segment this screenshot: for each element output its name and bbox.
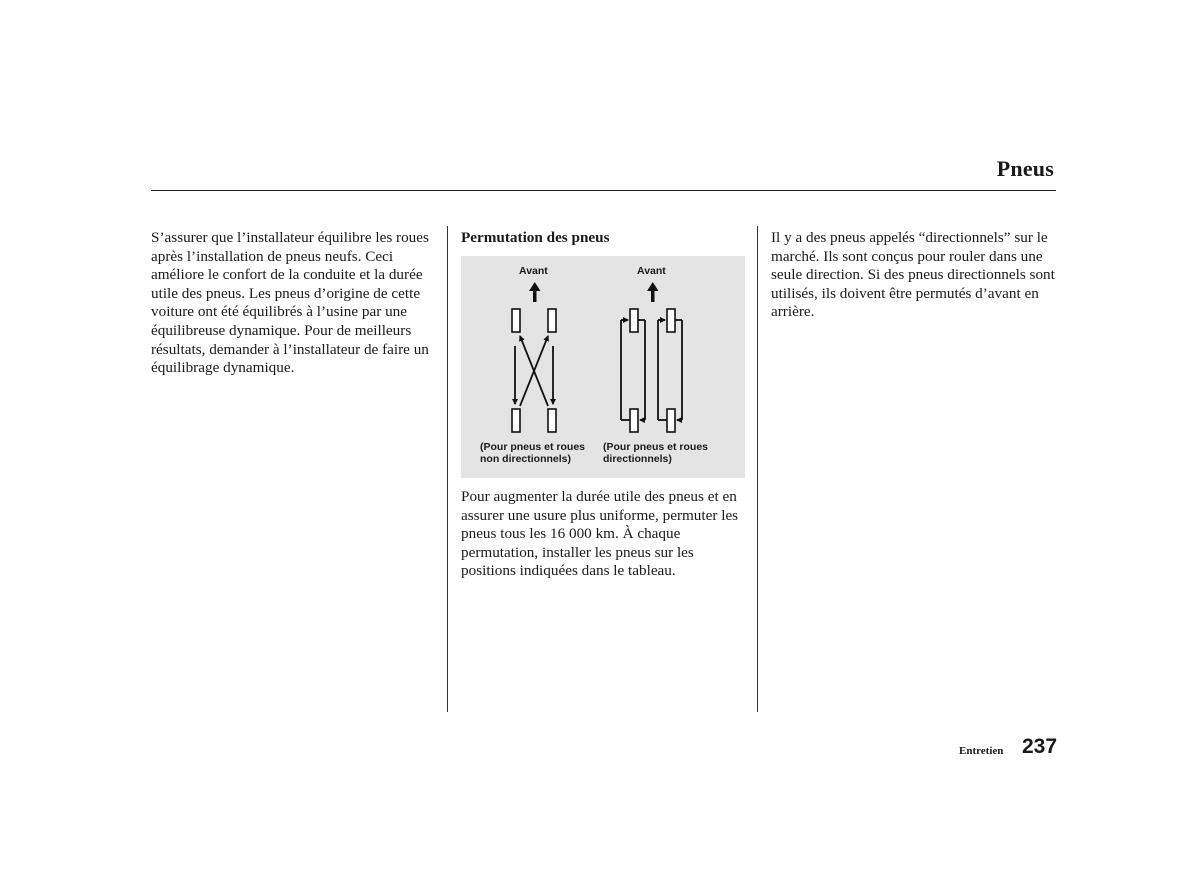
non-directional-pattern [512, 309, 556, 432]
tire-rear-left [512, 409, 520, 432]
front-label-left: Avant [519, 265, 548, 277]
front-arrow-right-icon [647, 282, 659, 302]
tire-front-right [548, 309, 556, 332]
balancing-paragraph: S’assurer que l’installateur équilibre les roues après l’installation de pneus neufs. Ceci améliore le confort de la conduite et la durée utile des pneus. Les pneus d’origine de cette voiture ont été équilibrés à l’usine par une équilibreuse dynamique. Pour de meilleurs résultats, demander à l’installateur de faire un équilibrage dynamique. [151, 229, 429, 377]
column-divider-right [757, 226, 758, 712]
header-rule [151, 190, 1056, 191]
footer-section-name: Entretien [959, 745, 1004, 757]
directional-pattern [621, 309, 682, 432]
column-divider-left [447, 226, 448, 712]
tire-front-left [512, 309, 520, 332]
section-title: Pneus [996, 156, 1054, 181]
rotation-heading: Permutation des pneus [461, 229, 610, 246]
tire-front-right-dir [667, 309, 675, 332]
tire-rear-left-dir [630, 409, 638, 432]
page-number: 237 [1022, 735, 1058, 758]
front-label-right: Avant [637, 265, 666, 277]
tire-rear-right-dir [667, 409, 675, 432]
tire-rotation-diagram [461, 256, 745, 478]
tire-front-left-dir [630, 309, 638, 332]
rotation-paragraph: Pour augmenter la durée utile des pneus et en assurer une usure plus uniforme, permuter les pneus tous les 16 000 km. À chaque permutation, installer les pneus sur les positions indiquées dans le tableau. [461, 488, 739, 580]
caption-non-directional: (Pour pneus et roues non directionnels) [480, 441, 586, 465]
directional-tires-paragraph: Il y a des pneus appelés “directionnels” sur le marché. Ils sont conçus pour rouler dans une seule direction. Si des pneus directionnels sont utilisés, ils doivent être permutés d’avant en arrière. [771, 229, 1055, 321]
tire-rear-right [548, 409, 556, 432]
front-arrow-left-icon [529, 282, 541, 302]
caption-directional: (Pour pneus et roues directionnels) [603, 441, 709, 465]
